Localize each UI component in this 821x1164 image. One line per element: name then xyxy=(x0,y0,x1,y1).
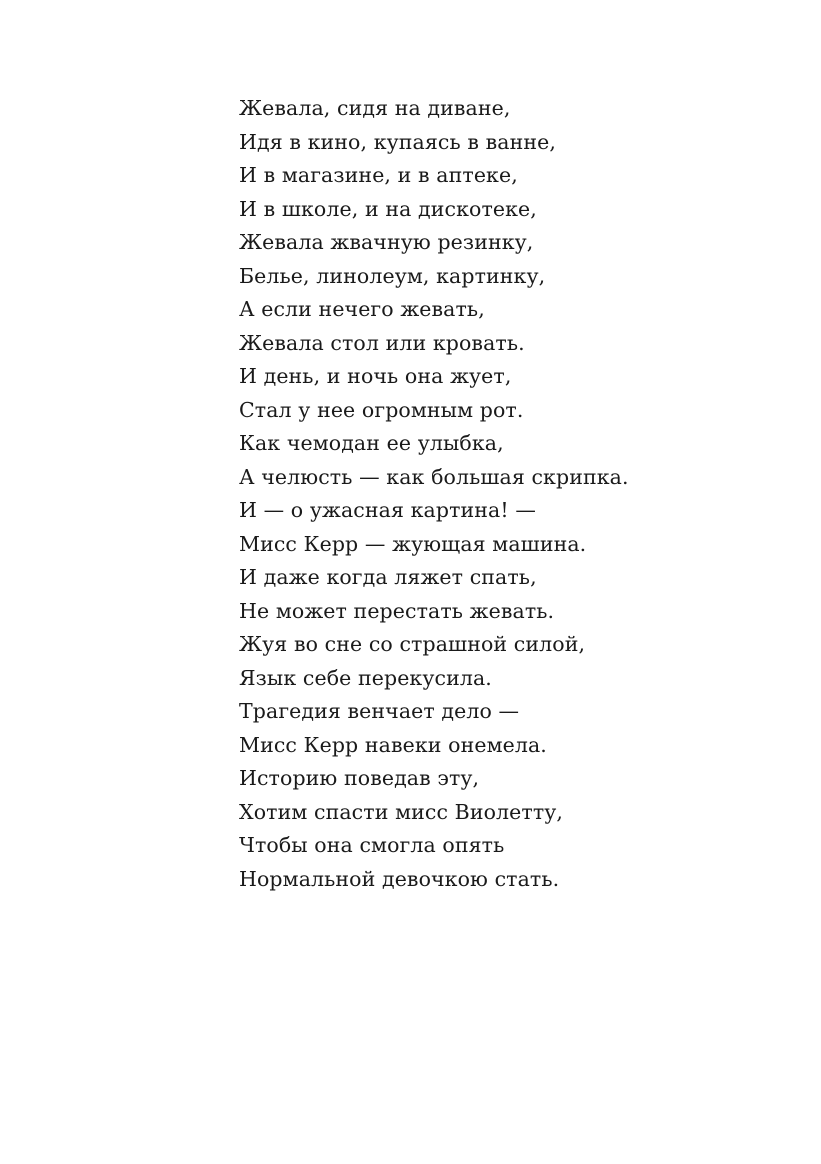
poem-line: Не может перестать жевать. xyxy=(239,598,555,623)
poem-line: И в магазине, и в аптеке, xyxy=(239,163,518,187)
poem-line: Мисс Керр — жующая машина. xyxy=(239,531,587,556)
poem-line: Нормальной девочкою стать. xyxy=(239,866,560,891)
poem-line: Идя в кино, купаясь в ванне, xyxy=(239,129,556,154)
poem-line: И день, и ночь она жует, xyxy=(239,364,512,388)
poem-line: Как чемодан ее улыбка, xyxy=(239,431,504,455)
poem-text xyxy=(239,92,629,896)
poem-line: Жевала, сидя на диване, xyxy=(239,96,511,120)
poem-line: А челюсть — как большая скрипка. xyxy=(239,464,629,489)
poem-line: Хотим спасти мисс Виолетту, xyxy=(239,799,564,824)
poem-line: Белье, линолеум, картинку, xyxy=(239,263,546,288)
poem-line: Жевала жвачную резинку, xyxy=(239,230,534,254)
poem-line: И в школе, и на дискотеке, xyxy=(239,196,537,221)
poem-line: Жевала стол или кровать. xyxy=(239,330,525,355)
poem-line: Историю поведав эту, xyxy=(239,766,480,790)
poem-line: Мисс Керр навеки онемела. xyxy=(239,732,547,757)
poem-line: И даже когда ляжет спать, xyxy=(239,565,537,589)
poem-line: Чтобы она смогла опять xyxy=(239,833,505,857)
poem-line: Жуя во сне со страшной силой, xyxy=(239,632,586,656)
poem-line: А если нечего жевать, xyxy=(239,297,485,321)
poem-line: И — о ужасная картина! — xyxy=(239,498,536,522)
poem-line: Трагедия венчает дело — xyxy=(239,699,520,723)
poem-line: Язык себе перекусила. xyxy=(239,665,492,690)
poem-line: Стал у нее огромным рот. xyxy=(239,397,524,422)
